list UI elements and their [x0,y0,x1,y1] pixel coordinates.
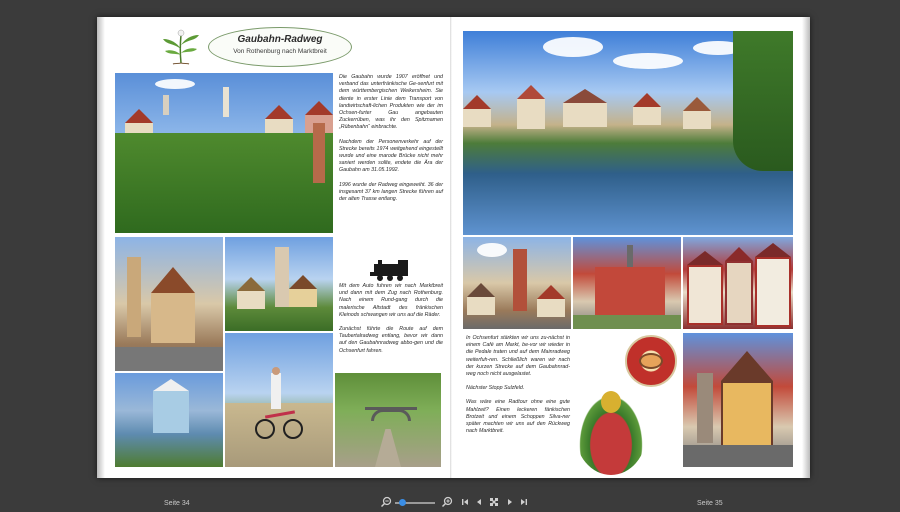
herb-illustration [159,25,203,65]
right-text-column [466,335,570,442]
paragraph: Mit dem Auto fuhren wir nach Marktbreit und dann mit dem Zug nach Rothenburg. Nach einem Rund-gang durch die malerische Altstadt des fränkischen Kleinods schwangen wir uns auf die Räder. [339,283,443,318]
photo-rothenburg-panorama [115,73,333,233]
right-page-number: Seite 35 [697,500,723,507]
zoom-slider-thumb[interactable] [399,499,406,506]
grid-view-icon[interactable] [488,496,500,508]
paragraph: Zunächst führte die Route auf dem Taubertalradweg entlang, bevor wir dann auf den Gaubahnradweg abbo-gen und die Ochsenfurt fahren. [339,326,443,354]
inn-sign-wreath [575,389,647,475]
left-page-number: Seite 34 [164,500,190,507]
zoom-in-icon[interactable] [441,496,453,508]
left-text-column-lower [339,283,443,362]
photo-blue-house [115,373,223,467]
photo-gate-tower [225,237,333,331]
book-spine [450,17,452,478]
photo-cyclist [225,333,333,467]
train-icon [368,256,418,284]
photo-half-timbered-houses [683,237,793,329]
photo-town-gate [463,237,571,329]
next-page-icon[interactable] [505,496,515,508]
zoom-out-icon[interactable] [380,496,392,508]
book-spread [97,17,810,478]
page-edge-left [97,17,105,478]
photo-lake-reflection [463,31,793,235]
paragraph: Was wäre eine Radtour ohne eine gute Mahlzeit? Einen leckeren fänkischen Brotzeit und einem Schoppen Silva-ner später machten wir uns auf den Rückweg nach Marktbreit. [466,399,570,435]
photo-railway-bridge [335,373,441,467]
photo-half-timbered-gate [683,333,793,467]
page-edge-right [802,17,810,478]
last-page-icon[interactable] [519,496,529,508]
left-text-column [339,74,443,210]
paragraph: In Ochsenfurt stärkten wir uns zu-nächst in einem Café am Markt, be-vor wir wieder in die Pedale traten und auf dem Mainradweg weiterfuh-ren. Schließlich waren wir nach der kurzen Strecke auf dem Gaubahnrad-weg noch nicht ausgelastet. [466,335,570,378]
photo-plonlein [115,237,223,371]
paragraph: Nachdem der Personenverkehr auf der Strecke bereits 1974 weitgehend eingestellt wurde und eine marode Brücke nicht mehr saniert werden sollte, endete die Ära der Gaubahn am 31.05.1992. [339,138,443,174]
paragraph: Nächster Stopp Sulzfeld. [466,385,525,392]
page-title: Gaubahn-Radweg [237,34,323,45]
paragraph: 1996 wurde der Radweg eingeweiht. 36 der insgesamt 37 km langen Strecke führen auf der alten Trasse entlang. [339,181,443,203]
photo-town-hall [573,237,681,329]
first-page-icon[interactable] [460,496,470,508]
paragraph: Die Gaubahn wurde 1907 eröffnet und verband das unterfränkische Ge-senfurt mit dem württembergischen Weikersheim. Sie diente in erster Linie dem Transport von landwirtschaft-lichen Produkten wie der im Ochsen-furter Gau angebauten Zuckerrüben, was ihr den Spitznamen „Rübenbahn“ einbrachte. [339,74,443,131]
title-banner [208,27,352,67]
prev-page-icon[interactable] [474,496,484,508]
inn-sign-snail [625,335,677,387]
page-subtitle: Von Rothenburg nach Marktbreit [233,48,327,55]
